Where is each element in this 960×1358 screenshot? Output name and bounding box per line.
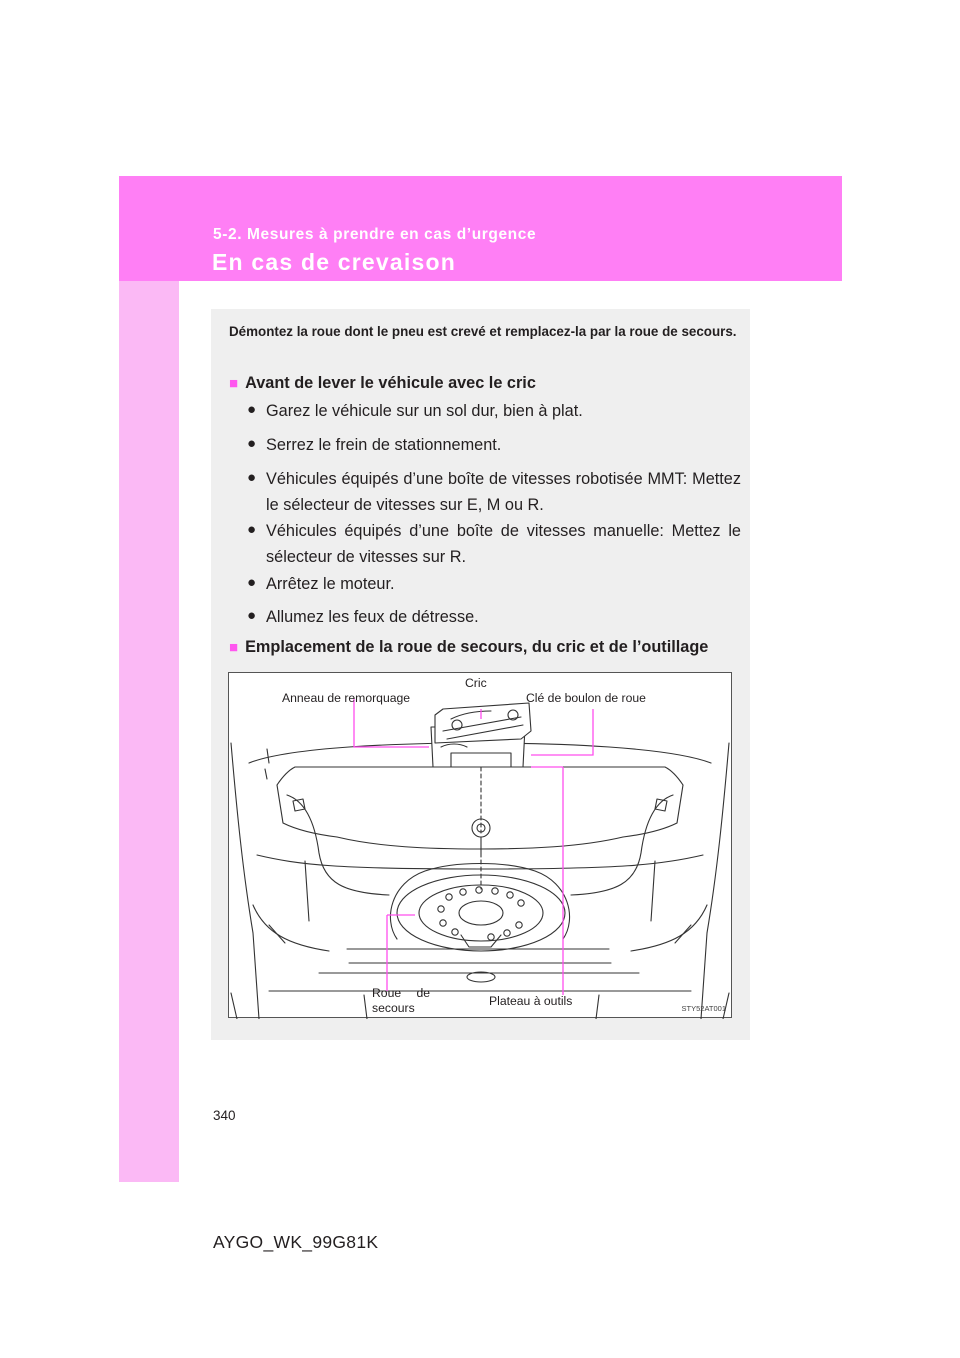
list-item: ● Garez le véhicule sur un sol dur, bien à plat. [247,398,741,424]
side-strip [119,176,179,1182]
circle-bullet-icon: ● [247,469,257,486]
label-wrench: Clé de boulon de roue [526,691,646,705]
subheading-before-jacking: ■ Avant de lever le véhicule avec le cric [229,374,536,392]
page-number: 340 [213,1108,236,1123]
section-label: 5-2. Mesures à prendre en cas d’urgence [213,226,537,243]
document-code: AYGO_WK_99G81K [213,1232,379,1252]
trunk-illustration [228,672,732,1018]
list-item: ● Serrez le frein de stationnement. [247,432,741,458]
circle-bullet-icon: ● [247,435,257,452]
label-towing-eye: Anneau de remorquage [282,691,411,705]
circle-bullet-icon: ● [247,521,257,538]
list-item: ● Véhicules équipés d’une boîte de vitesses robotisée MMT: Mettez le sélecteur de vitesses sur E, M ou R. [247,466,741,518]
list-item: ● Véhicules équipés d’une boîte de vitesses manuelle: Mettez le sélecteur de vitesses sur R. [247,518,741,570]
list-item: ● Allumez les feux de détresse. [247,604,741,630]
figure-code: STY52AT001 [681,1004,726,1013]
circle-bullet-icon: ● [247,401,257,418]
trunk-drawing [229,673,733,1019]
label-tool-tray: Plateau à outils [489,994,573,1008]
intro-paragraph: Démontez la roue dont le pneu est crevé et remplacez-la par la roue de secours. [229,324,737,339]
label-spare-wheel: Roue de secours [372,986,431,1015]
page-title: En cas de crevaison [212,249,456,275]
square-bullet-icon: ■ [229,375,239,392]
circle-bullet-icon: ● [247,607,257,624]
square-bullet-icon: ■ [229,639,239,656]
subheading-location: ■ Emplacement de la roue de secours, du cric et de l’outillage [229,638,709,656]
circle-bullet-icon: ● [247,574,257,591]
label-jack: Cric [465,676,487,690]
list-item: ● Arrêtez le moteur. [247,571,741,597]
